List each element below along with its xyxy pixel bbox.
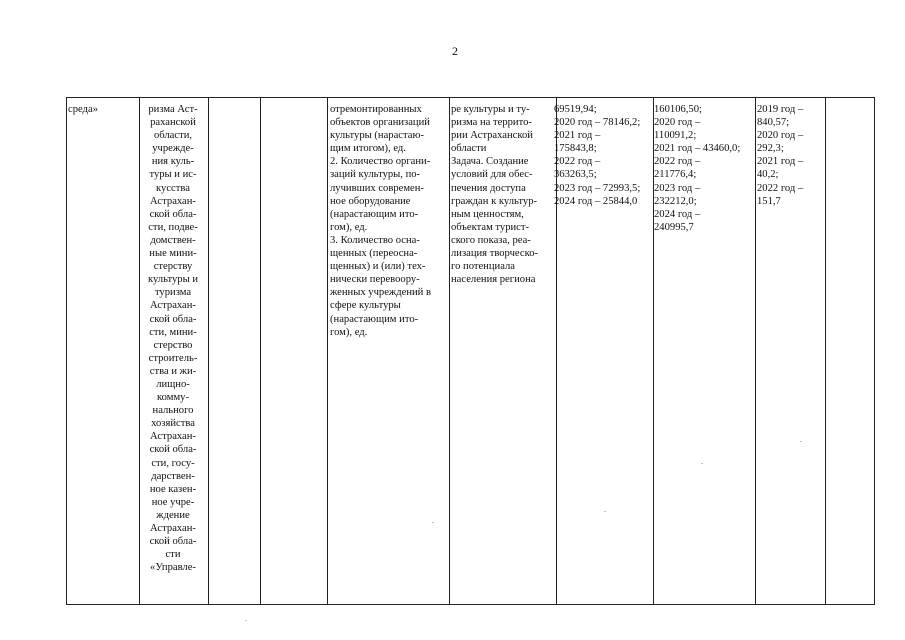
cell-indicators xyxy=(330,103,448,339)
cell-line: 211776,4; xyxy=(654,169,697,181)
cell-line: культуры и xyxy=(147,274,199,286)
cell-line: заций культуры, по- xyxy=(330,169,421,181)
cell-line: сти, мини- xyxy=(149,326,197,338)
cell-line: ской обла- xyxy=(149,313,197,325)
cell-line: лизация творческо- xyxy=(451,248,539,260)
cell-line: лищно- xyxy=(156,378,190,390)
cell-line: женных учреждений в xyxy=(330,287,431,299)
cell-line: ным ценностям, xyxy=(451,208,524,220)
column-divider xyxy=(449,98,450,604)
cell-line: ния куль- xyxy=(151,156,195,168)
cell-line: туры и ис- xyxy=(149,169,197,181)
scan-speck xyxy=(604,511,606,512)
cell-line: населения региона xyxy=(451,274,536,286)
cell-line: кусства xyxy=(156,182,190,194)
cell-line: 292,3; xyxy=(757,143,784,155)
cell-line: сти, госу- xyxy=(151,457,195,469)
column-divider xyxy=(208,98,209,604)
cell-line: печения доступа xyxy=(451,182,526,194)
cell-line: культуры (нарастаю- xyxy=(330,130,424,142)
cell-line: домствен- xyxy=(150,234,196,246)
cell-line: туризма xyxy=(154,287,192,299)
cell-line: раханской xyxy=(150,117,196,129)
cell-line: граждан к культур- xyxy=(451,195,538,207)
cell-line: 2021 год – xyxy=(757,156,804,168)
cell-line: 2023 год – xyxy=(654,182,701,194)
cell-line: Астрахан- xyxy=(150,431,196,443)
cell-line: отремонтированных xyxy=(330,104,422,115)
scan-speck xyxy=(432,522,434,523)
cell-line: строитель- xyxy=(148,352,198,364)
cell-line: Астрахан- xyxy=(150,523,196,534)
cell-line: 2. Количество органи- xyxy=(330,156,431,168)
cell-line: 175843,8; xyxy=(554,143,597,155)
cell-line: ства и жи- xyxy=(149,365,197,377)
cell-goals xyxy=(451,103,555,286)
cell-line: Астрахан- xyxy=(150,300,196,312)
cell-line: объектов организаций xyxy=(330,117,430,129)
cell-line: 2022 год – xyxy=(757,182,804,194)
cell-line: ре культуры и ту- xyxy=(451,104,530,115)
cell-line: ской обла- xyxy=(149,444,197,456)
cell-line: 240995,7 xyxy=(654,221,694,233)
cell-line: ризма на террито- xyxy=(451,117,532,129)
cell-line: 2024 год – xyxy=(654,208,701,220)
cell-line: 151,7 xyxy=(757,195,781,207)
cell-line: ризма Аст- xyxy=(148,104,198,115)
cell-line: хозяйства xyxy=(151,418,195,430)
cell-line: 2021 год – 43460,0; xyxy=(654,143,741,155)
cell-line: 2020 год – xyxy=(654,117,701,129)
cell-line: условий для обес- xyxy=(451,169,533,181)
cell-funding-total xyxy=(554,103,654,208)
cell-line: ждение xyxy=(156,509,190,521)
cell-line: учрежде- xyxy=(152,143,194,155)
cell-line: Астрахан- xyxy=(150,195,196,207)
column-divider xyxy=(327,98,328,604)
cell-line: сфере культуры xyxy=(330,300,401,312)
cell-line: ное оборудование xyxy=(330,195,411,207)
cell-line: 840,57; xyxy=(757,117,790,129)
cell-line: 40,2; xyxy=(757,169,779,181)
cell-line: 2024 год – 25844,0 xyxy=(554,195,638,207)
cell-line: щенных (переосна- xyxy=(330,248,418,260)
cell-line: щенных) и (или) тех- xyxy=(330,261,426,273)
cell-organization xyxy=(68,103,138,116)
cell-line: комму- xyxy=(157,392,189,404)
cell-line: ского показа, реа- xyxy=(451,234,531,246)
cell-line: ской обла- xyxy=(149,536,197,548)
cell-line: 2022 год – xyxy=(654,156,701,168)
cell-line: гом), ед. xyxy=(330,326,368,338)
cell-line: нически перевоору- xyxy=(330,274,420,286)
cell-line: 2023 год – 72993,5; xyxy=(554,182,641,194)
cell-line: Задача. Создание xyxy=(451,156,529,168)
cell-line: объектам турист- xyxy=(451,221,530,233)
cell-funding-other xyxy=(757,103,827,208)
scan-speck xyxy=(701,463,703,464)
scan-speck xyxy=(245,620,247,621)
column-divider xyxy=(755,98,756,604)
cell-line: 69519,94; xyxy=(554,104,597,115)
cell-line: лучивших современ- xyxy=(330,182,424,194)
cell-line: сти, подве- xyxy=(148,221,198,233)
cell-line: (нарастающим ито- xyxy=(330,313,419,325)
cell-line: 110091,2; xyxy=(654,130,697,142)
scan-speck xyxy=(800,441,802,442)
cell-line: рии Астраханской xyxy=(451,130,533,142)
program-table xyxy=(66,97,875,605)
cell-line: ное учре- xyxy=(151,496,195,508)
cell-line: щим итогом), ед. xyxy=(330,143,406,155)
cell-funding-regional xyxy=(654,103,754,234)
cell-line: гом), ед. xyxy=(330,221,368,233)
cell-line: области, xyxy=(153,130,193,142)
cell-line: 3. Количество осна- xyxy=(330,234,420,246)
page-number: 2 xyxy=(452,44,458,58)
cell-line: нального xyxy=(152,405,194,417)
cell-line: 2020 год – xyxy=(757,130,804,142)
cell-line: 232212,0; xyxy=(654,195,697,207)
cell-line: области xyxy=(451,143,487,155)
cell-executor xyxy=(140,103,206,574)
cell-line: го потенциала xyxy=(451,261,515,273)
cell-line: 2020 год – 78146,2; xyxy=(554,117,641,129)
cell-line: среда» xyxy=(68,104,98,115)
cell-line: (нарастающим ито- xyxy=(330,208,419,220)
cell-line: ные мини- xyxy=(149,248,197,260)
cell-line: 2019 год – xyxy=(757,104,804,115)
cell-line: стерству xyxy=(153,261,193,273)
cell-line: дарствен- xyxy=(151,470,195,482)
cell-line: 160106,50; xyxy=(654,104,702,115)
cell-line: «Управле- xyxy=(150,562,196,574)
cell-line: 363263,5; xyxy=(554,169,597,181)
cell-line: стерство xyxy=(153,339,193,351)
cell-line: 2022 год – xyxy=(554,156,601,168)
column-divider xyxy=(260,98,261,604)
cell-line: сти xyxy=(165,549,181,561)
cell-line: ской обла- xyxy=(149,208,197,220)
cell-line: ное казен- xyxy=(149,483,197,495)
cell-line: 2021 год – xyxy=(554,130,601,142)
